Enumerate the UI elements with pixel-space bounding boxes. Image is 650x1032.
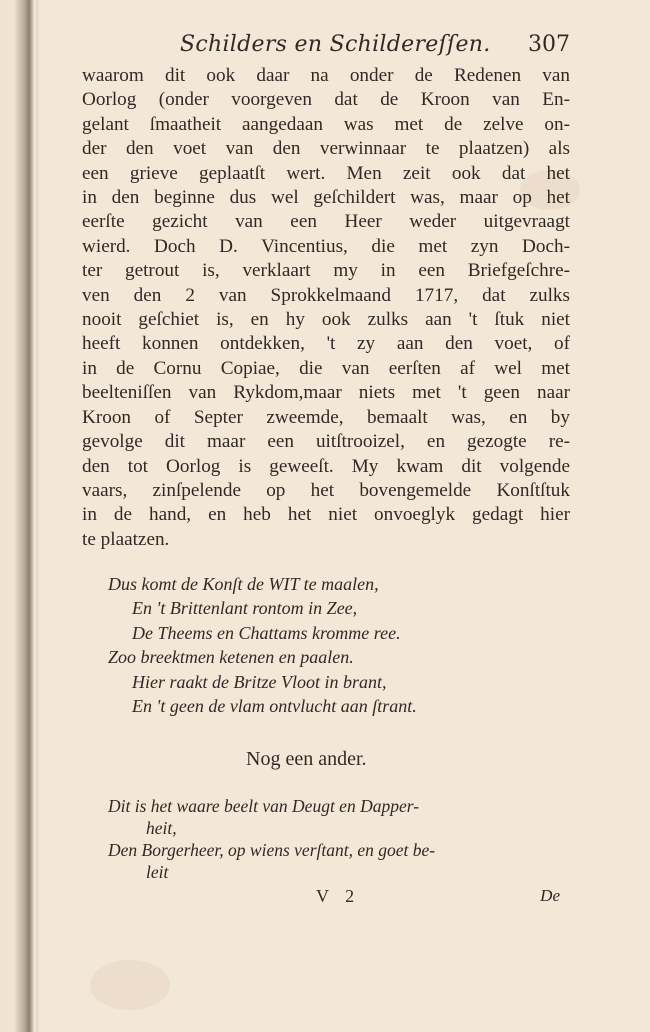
body-line: waarom dit ook daar na onder de Redenen van xyxy=(82,65,570,86)
poem-line: De Theems en Chattams kromme ree. xyxy=(132,622,401,643)
section-heading: Nog een ander. xyxy=(246,748,367,770)
body-line: heeft konnen ontdekken, 't zy aan den voet, of xyxy=(82,333,570,355)
book-spine-shadow xyxy=(0,0,34,1032)
paper-stain xyxy=(90,960,170,1010)
body-line: gevolge dit maar een uitſtrooizel, en gezogte re- xyxy=(82,431,570,453)
body-line: te plaatzen. xyxy=(82,528,170,550)
body-line: eerſte gezicht van een Heer weder uitgevraagt xyxy=(82,211,570,233)
body-line: in de Cornu Copiae, die van eerſten af wel met xyxy=(82,357,570,379)
body-line: nooit geſchiet is, en hy ook zulks aan 't ſtuk niet xyxy=(82,309,570,331)
poem-line: Hier raakt de Britze Vloot in brant, xyxy=(132,671,387,692)
page-number: 307 xyxy=(528,32,570,57)
page-header xyxy=(80,32,580,66)
body-line: in den beginne dus wel geſchildert was, maar op het xyxy=(82,187,570,209)
poem-line: Den Borgerheer, op wiens verſtant, en goet be- xyxy=(108,840,436,860)
poem-line: heit, xyxy=(146,818,177,838)
page-footer xyxy=(80,886,560,916)
body-line: wierd. Doch D. Vincentius, die met zyn Doch- xyxy=(82,235,570,257)
page-edge xyxy=(36,0,40,1032)
poem-line: Dus komt de Konſt de WIT te maalen, xyxy=(108,574,379,594)
body-line: ven den 2 van Sprokkelmaand 1717, dat zulks xyxy=(82,284,570,306)
poem-line: leit xyxy=(146,862,169,882)
body-line: Oorlog (onder voorgeven dat de Kroon van En- xyxy=(82,89,570,111)
body-line: vaars, zinſpelende op het bovengemelde Konſtſtuk xyxy=(82,479,570,501)
body-line: ter getrout is, verklaart my in een Briefgeſchre- xyxy=(82,260,570,282)
poem-line: Zoo breektmen ketenen en paalen. xyxy=(108,647,354,668)
body-line: beelteniſſen van Rykdom,maar niets met 't geen naar xyxy=(82,382,570,404)
poem-line: En 't Brittenlant rontom in Zee, xyxy=(132,598,358,619)
body-line: den tot Oorlog is geweeſt. My kwam dit volgende xyxy=(82,455,570,477)
body-line: Kroon of Septer zweemde, bemaalt was, en by xyxy=(82,406,570,428)
poem-stanza xyxy=(108,572,528,718)
poem-line: En 't geen de vlam ontvlucht aan ſtrant. xyxy=(132,696,417,717)
poem-stanza xyxy=(108,795,558,883)
body-line: een grieve geplaatſt wert. Men zeit ook dat het xyxy=(82,162,570,184)
body-line: gelant ſmaatheit aangedaan was met de zelve on- xyxy=(82,113,570,135)
signature-mark: V 2 xyxy=(316,886,361,906)
body-line: in de hand, en heb het niet onvoeglyk gedagt hier xyxy=(82,504,570,526)
poem-line: Dit is het waare beelt van Deugt en Dapper- xyxy=(108,796,420,816)
body-line: der den voet van den verwinnaar te plaatzen) als xyxy=(82,138,570,160)
catchword: De xyxy=(540,886,560,905)
running-head: Schilders en Schildereſſen. xyxy=(180,32,491,57)
body-paragraph xyxy=(82,64,570,552)
